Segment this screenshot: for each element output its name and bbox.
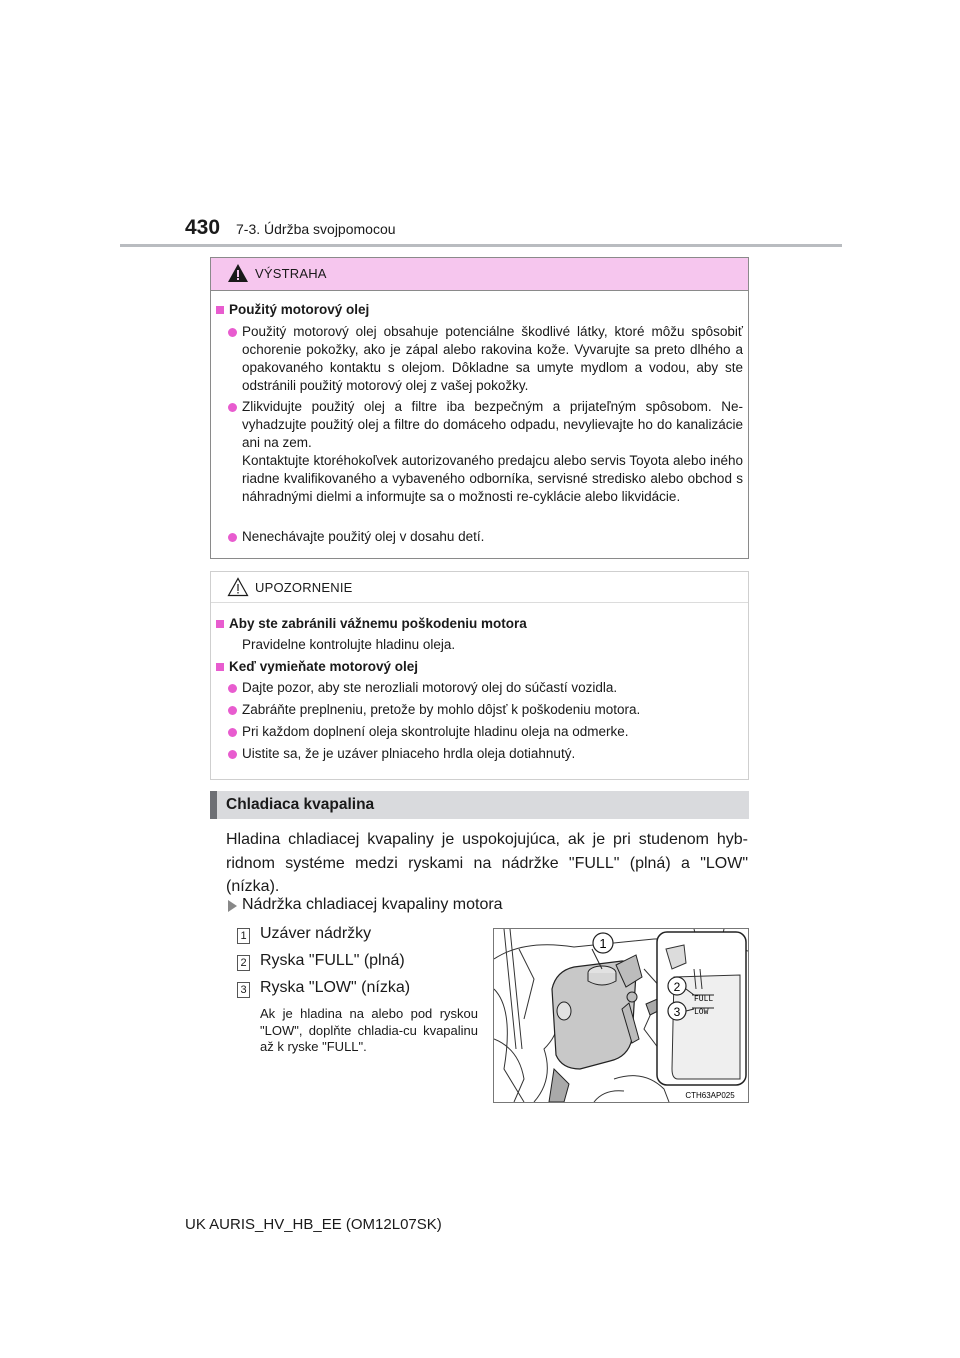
coolant-intro: Hladina chladiacej kvapaliny je uspokojujúca, ak je pri studenom hyb-ridnom systéme medzi ryskami na nádržke "FULL" (plná) a "LOW" (nízka).	[226, 831, 748, 895]
low-mark-label: LOW	[694, 1008, 709, 1017]
part-number-3: 3	[237, 982, 250, 998]
part-text-1: Uzáver nádržky	[260, 925, 372, 942]
caution-text-1: Pravidelne kontrolujte hladinu oleja.	[242, 637, 456, 652]
header-divider	[120, 244, 842, 247]
warning-triangle-icon	[227, 263, 249, 283]
bullet-icon	[228, 728, 237, 737]
caution-box	[210, 571, 749, 780]
section-title: 7-3. Údržba svojpomocou	[236, 221, 396, 237]
part-number-1: 1	[237, 928, 250, 944]
warning-heading: Použitý motorový olej	[229, 302, 370, 317]
part-number-2: 2	[237, 955, 250, 971]
figure-code: CTH63AP025	[685, 1091, 735, 1100]
coolant-section-title: Chladiaca kvapalina	[226, 796, 375, 813]
square-bullet-icon	[216, 620, 224, 628]
warning-label: VÝSTRAHA	[255, 266, 327, 281]
coolant-reservoir-figure	[493, 928, 749, 1103]
part-text-3: Ryska "LOW" (nízka)	[260, 979, 411, 996]
caution-bullet-3: Pri každom doplnení oleja skontrolujte hladinu oleja na odmerke.	[242, 724, 629, 739]
page-number: 430	[185, 216, 221, 239]
caution-bullet-4: Uistite sa, že je uzáver plniaceho hrdla oleja dotiahnutý.	[242, 746, 576, 761]
bullet-icon	[228, 533, 237, 542]
section-bar-accent	[210, 791, 217, 819]
caution-header	[211, 572, 748, 603]
bullet-icon	[228, 403, 237, 412]
callout-2-label: 2	[673, 980, 681, 994]
caution-label: UPOZORNENIE	[255, 580, 353, 595]
bullet-icon	[228, 684, 237, 693]
warning-bullet-1: Použitý motorový olej obsahuje potenciálne škodlivé látky, ktoré môžu spôsobiť ochorenie pokožky, ako je zápal alebo rakovina kože. Vyvarujte sa preto dlhého a opakovaného kontaktu s olejom. Dôkladne sa umyte mydlom a vodou, aby ste odstránili použitý motorový olej z vašej pokožky.	[242, 324, 743, 393]
bullet-icon	[228, 328, 237, 337]
warning-box	[210, 257, 749, 559]
caution-heading-1: Aby ste zabránili vážnemu poškodeniu motora	[229, 616, 527, 631]
callout-1-label: 1	[599, 936, 607, 951]
coolant-note: Ak je hladina na alebo pod ryskou "LOW", doplňte chladia-cu kvapalinu až k ryske "FULL".	[260, 1006, 478, 1054]
coolant-section-bar	[210, 791, 749, 819]
warning-bullet-3: Nenechávajte použitý olej v dosahu detí.	[242, 529, 485, 544]
warning-bullet-2-extra: Kontaktujte ktoréhokoľvek autorizovaného predajcu alebo servis Toyota alebo iného riadne kvalifikovaného a vybaveného odborníka, servisné stredisko alebo obchod s náhradnými dielmi a informujte sa o možnosti re-cyklácie alebo likvidácie.	[242, 453, 743, 504]
square-bullet-icon	[216, 663, 224, 671]
bullet-icon	[228, 750, 237, 759]
square-bullet-icon	[216, 306, 224, 314]
caution-bullet-2: Zabráňte preplneniu, pretože by mohlo dôjsť k poškodeniu motora.	[242, 702, 641, 717]
reservoir-label: Nádržka chladiacej kvapaliny motora	[242, 896, 503, 913]
callout-3-label: 3	[673, 1005, 681, 1019]
triangle-arrow-icon	[228, 900, 237, 912]
caution-triangle-icon	[227, 577, 249, 597]
full-mark-label: FULL	[694, 995, 714, 1004]
bullet-icon	[228, 706, 237, 715]
part-text-2: Ryska "FULL" (plná)	[260, 952, 405, 969]
warning-header	[211, 258, 748, 291]
caution-bullet-1: Dajte pozor, aby ste nerozliali motorový olej do súčastí vozidla.	[242, 680, 618, 695]
warning-bullet-2: Zlikvidujte použitý olej a filtre iba bezpečným a prijateľným spôsobom. Ne-vyhadzujte použitý olej a filtre do domáceho odpadu, nevylievajte ho do kanalizácie ani na zem.	[242, 399, 743, 450]
engine-bay-illustration	[494, 929, 748, 1102]
caution-heading-2: Keď vymieňate motorový olej	[229, 659, 419, 674]
footer-model-code: UK AURIS_HV_HB_EE (OM12L07SK)	[185, 1216, 442, 1233]
